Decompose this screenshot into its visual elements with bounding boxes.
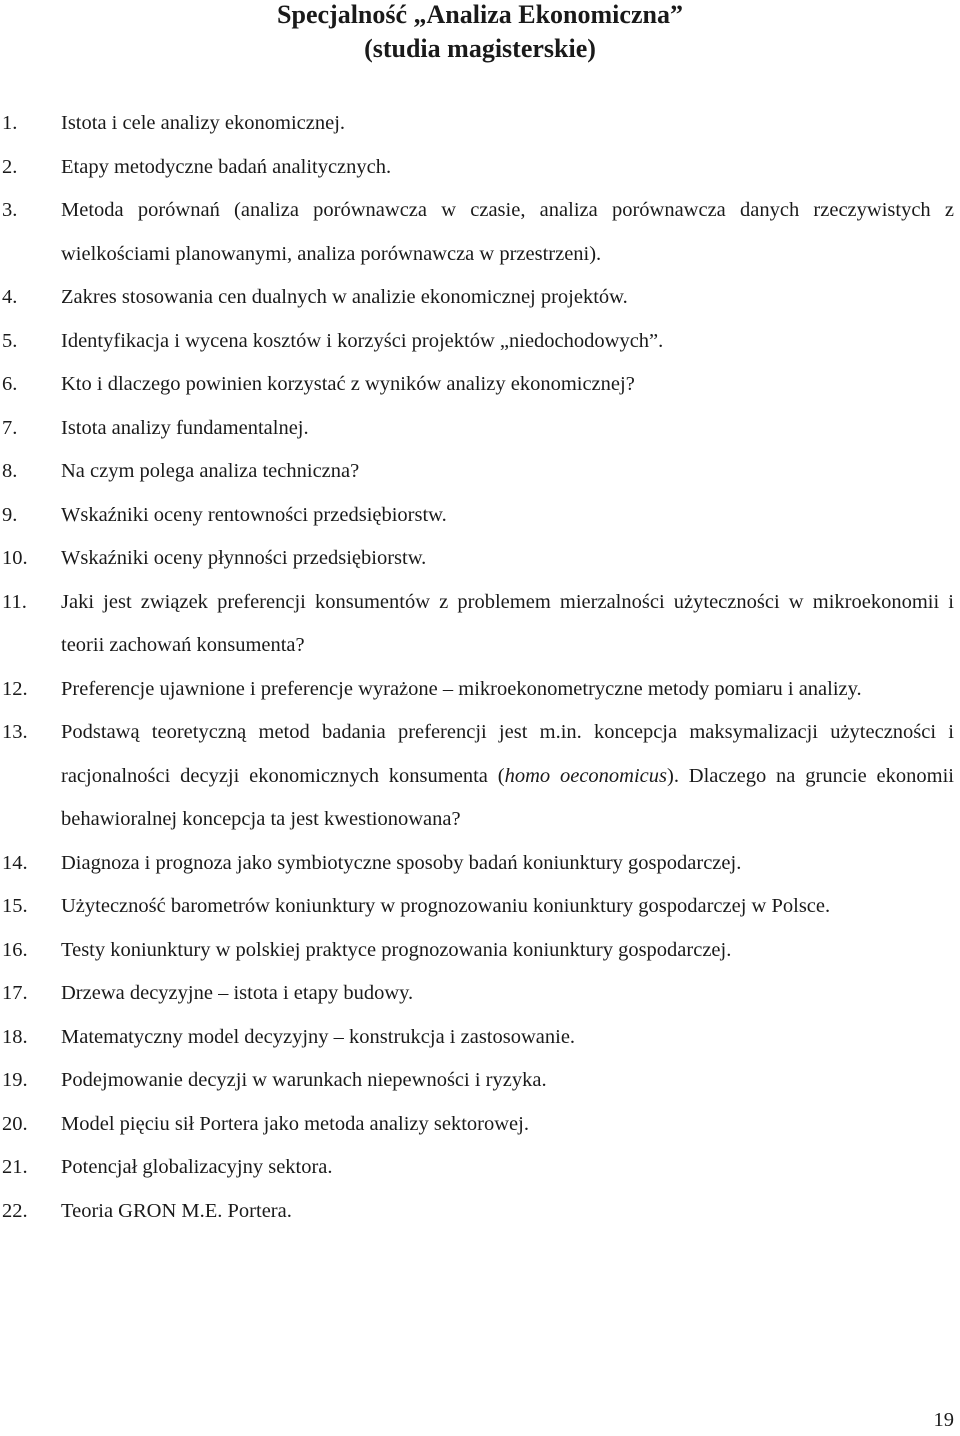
list-item — [0, 407, 960, 451]
item-text-after: ). Dlaczego na gruncie ekonomii behawioralnej koncepcja ta jest kwestionowana? — [61, 764, 954, 830]
item-number: 11. — [2, 590, 27, 613]
item-number: 13. — [2, 721, 28, 743]
item-text — [61, 711, 954, 842]
item-number: 10. — [2, 547, 28, 569]
item-number: 20. — [2, 1112, 28, 1135]
item-text: Wskaźniki oceny płynności przedsiębiorstw. — [61, 547, 427, 569]
item-text: Potencjał globalizacyjny sektora. — [61, 1156, 333, 1178]
item-text: Testy koniunktury w polskiej praktyce prognozowania koniunktury gospodarczej. — [61, 938, 732, 961]
item-text: Model pięciu sił Portera jako metoda analizy sektorowej. — [61, 1112, 529, 1135]
list-item — [0, 885, 960, 929]
item-text: Teoria GRON M.E. Portera. — [61, 1199, 292, 1222]
item-number: 15. — [2, 895, 28, 917]
item-text: Istota i cele analizy ekonomicznej. — [61, 112, 346, 134]
item-number: 9. — [2, 503, 18, 526]
item-number: 12. — [2, 677, 28, 700]
item-text-italic: homo oeconomicus — [504, 764, 667, 787]
list-item — [0, 189, 960, 276]
item-text: Użyteczność barometrów koniunktury w prognozowaniu koniunktury gospodarczej w Polsce. — [61, 895, 831, 917]
item-number: 7. — [2, 416, 18, 439]
item-text: Diagnoza i prognoza jako symbiotyczne sposoby badań koniunktury gospodarczej. — [61, 851, 742, 874]
list-item — [0, 668, 960, 712]
item-text: Matematyczny model decyzyjny – konstrukcja i zastosowanie. — [61, 1025, 576, 1048]
item-number: 17. — [2, 982, 28, 1004]
page-number: 19 — [933, 1409, 954, 1431]
item-number: 18. — [2, 1025, 28, 1048]
item-number: 14. — [2, 851, 28, 874]
item-number: 6. — [2, 373, 18, 395]
list-item — [0, 276, 960, 320]
list-item — [0, 450, 960, 494]
list-item — [0, 842, 960, 886]
question-list — [0, 102, 960, 1233]
item-number: 4. — [2, 286, 18, 308]
list-item — [0, 537, 960, 581]
item-number: 3. — [2, 199, 18, 221]
item-text-before: Podstawą teoretyczną metod badania preferencji jest m.in. koncepcja maksymalizacji użyteczności i racjonalności decyzji ekonomicznych konsumenta ( — [61, 721, 954, 787]
item-text: Podejmowanie decyzji w warunkach niepewności i ryzyka. — [61, 1069, 547, 1091]
item-number: 5. — [2, 329, 18, 352]
item-number: 22. — [2, 1199, 28, 1222]
list-item — [0, 1146, 960, 1190]
item-number: 16. — [2, 938, 28, 961]
item-text: Identyfikacja i wycena kosztów i korzyści projektów „niedochodowych”. — [61, 329, 664, 352]
document-title: Specjalność „Analiza Ekonomiczna” — [277, 0, 683, 29]
item-text: Kto i dlaczego powinien korzystać z wyników analizy ekonomicznej? — [61, 373, 635, 395]
item-text: Wskaźniki oceny rentowności przedsiębiorstw. — [61, 503, 447, 526]
list-item — [0, 1059, 960, 1103]
item-text: Istota analizy fundamentalnej. — [61, 416, 309, 439]
list-item — [0, 320, 960, 364]
list-item — [0, 1103, 960, 1147]
item-text: Metoda porównań (analiza porównawcza w czasie, analiza porównawcza danych rzeczywistych z wielkościami planowanymi, analiza porównawcza w przestrzeni). — [61, 199, 954, 265]
document-subtitle: (studia magisterskie) — [364, 34, 596, 63]
list-item — [0, 711, 960, 842]
item-text: Jaki jest związek preferencji konsumentów z problemem mierzalności użyteczności w mikroekonomii i teorii zachowań konsumenta? — [61, 590, 954, 656]
item-number: 1. — [2, 112, 18, 134]
list-item — [0, 494, 960, 538]
item-text: Etapy metodyczne badań analitycznych. — [61, 155, 392, 178]
item-text: Drzewa decyzyjne – istota i etapy budowy. — [61, 982, 414, 1004]
list-item — [0, 581, 960, 668]
list-item — [0, 929, 960, 973]
item-text: Na czym polega analiza techniczna? — [61, 460, 360, 482]
item-number: 21. — [2, 1156, 28, 1178]
item-number: 2. — [2, 155, 18, 178]
item-number: 8. — [2, 460, 18, 482]
list-item — [0, 363, 960, 407]
list-item — [0, 1016, 960, 1060]
list-item — [0, 972, 960, 1016]
list-item — [0, 102, 960, 146]
item-text: Preferencje ujawnione i preferencje wyrażone – mikroekonometryczne metody pomiaru i analizy. — [61, 677, 862, 700]
item-text: Zakres stosowania cen dualnych w analizie ekonomicznej projektów. — [61, 286, 628, 308]
item-number: 19. — [2, 1069, 28, 1091]
list-item — [0, 1190, 960, 1234]
list-item — [0, 146, 960, 190]
